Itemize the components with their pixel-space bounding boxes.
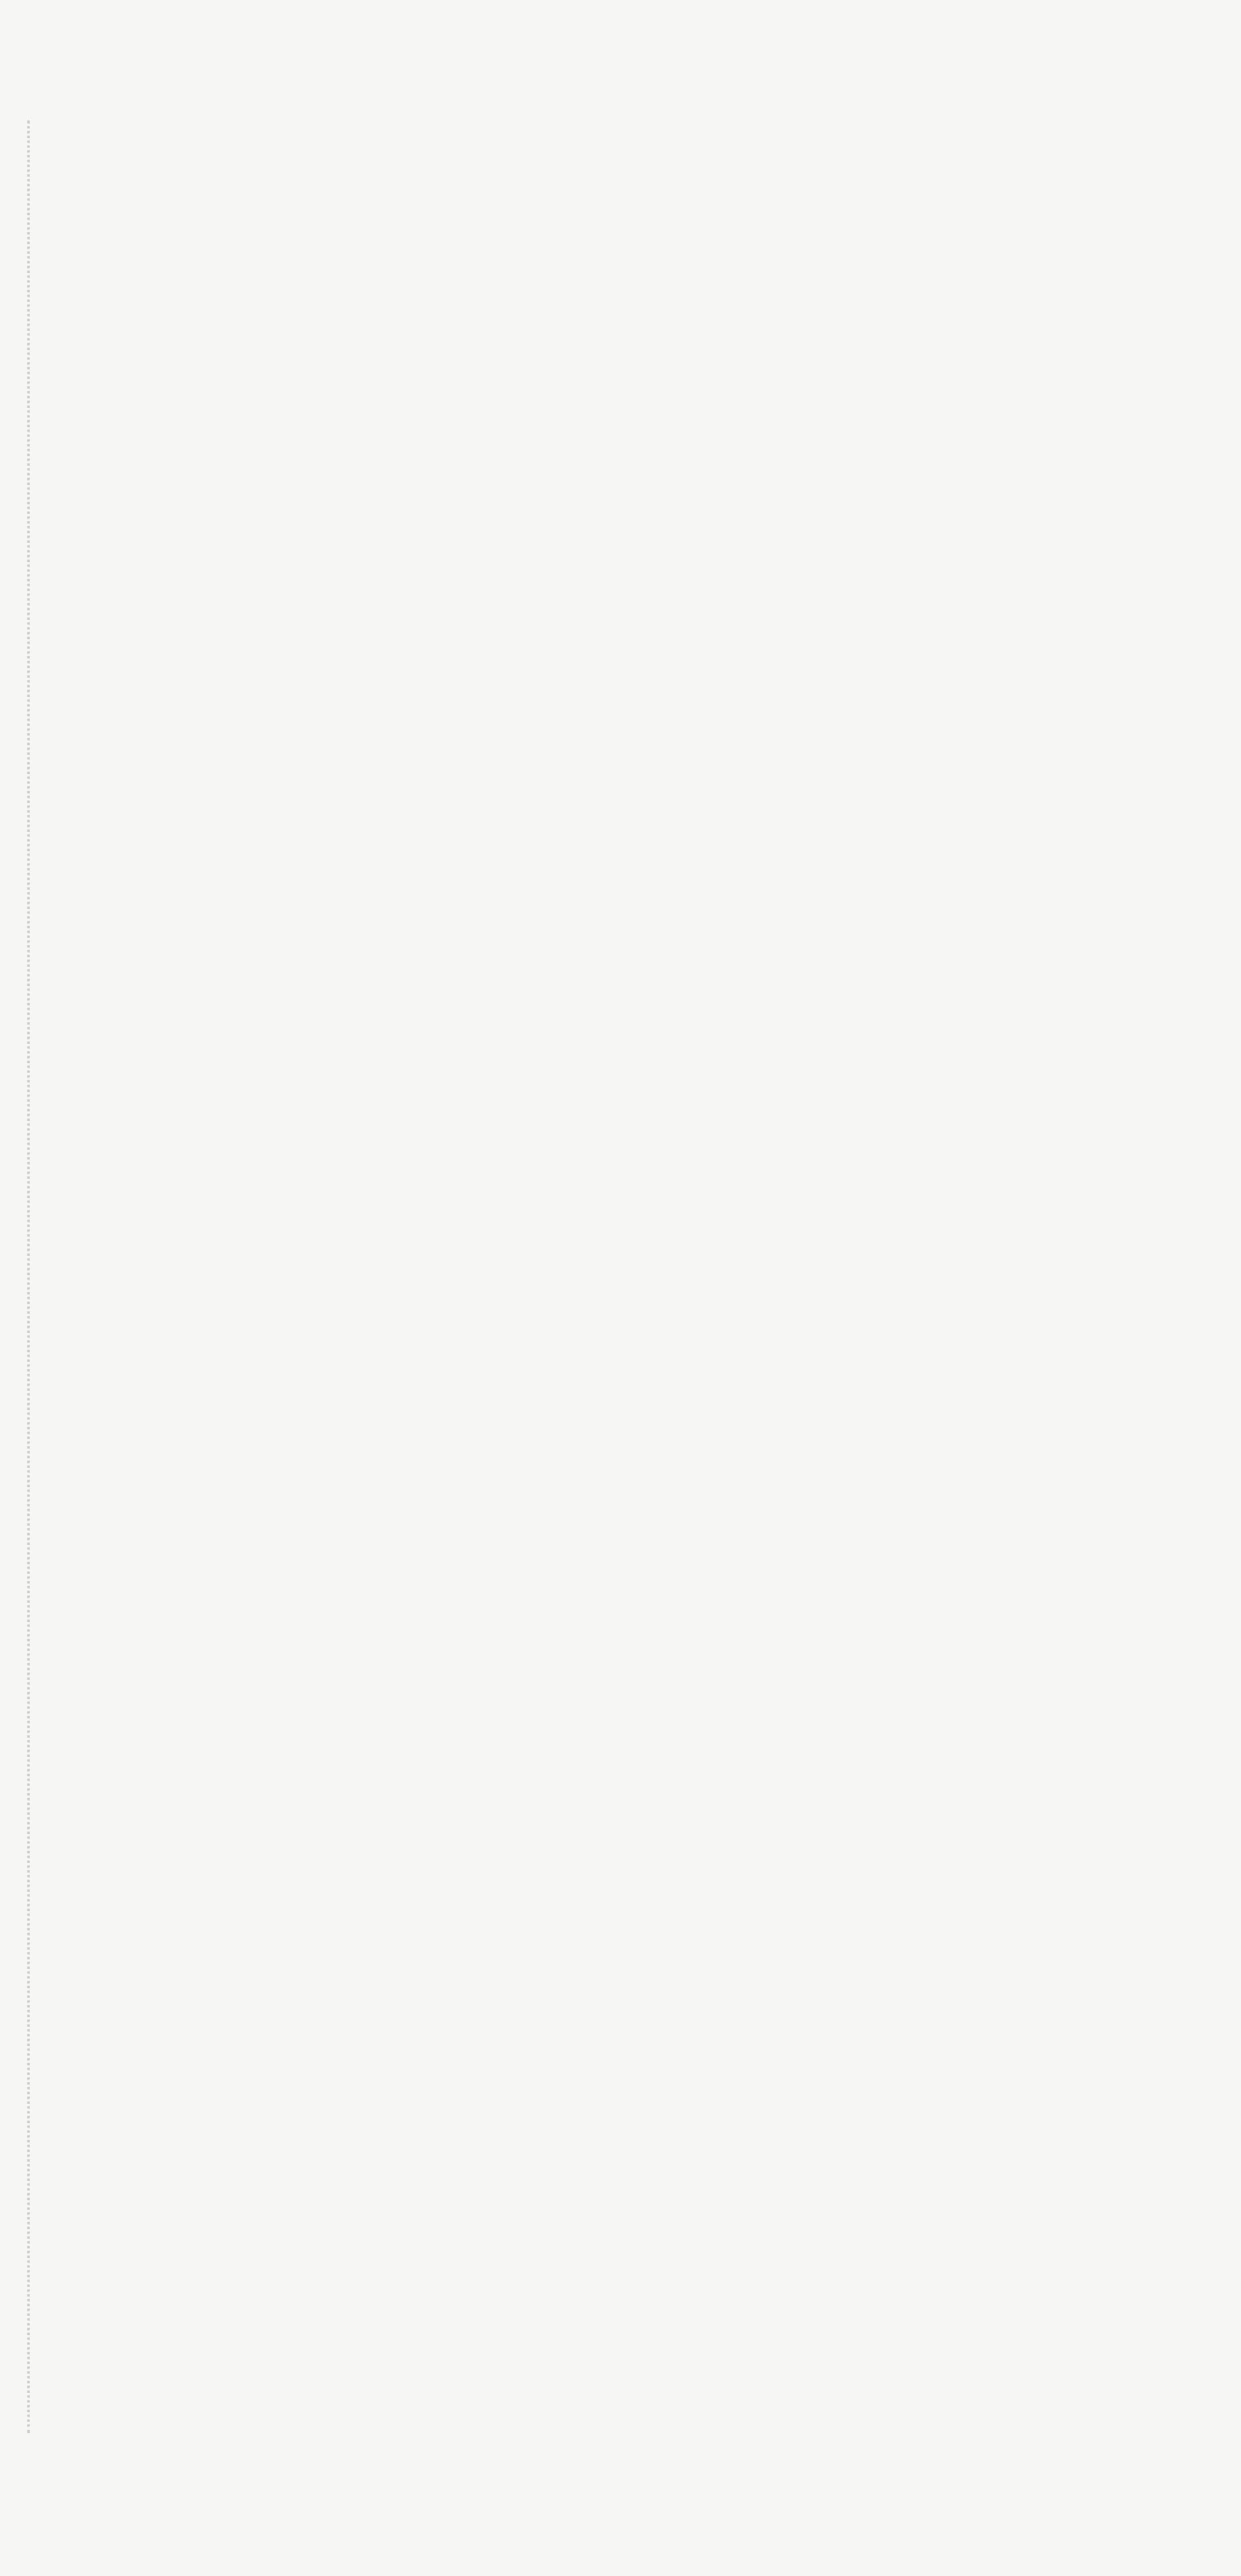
answer-page (58, 124, 1101, 238)
binding-margin-line (27, 120, 30, 2433)
unit-title (58, 134, 1101, 238)
